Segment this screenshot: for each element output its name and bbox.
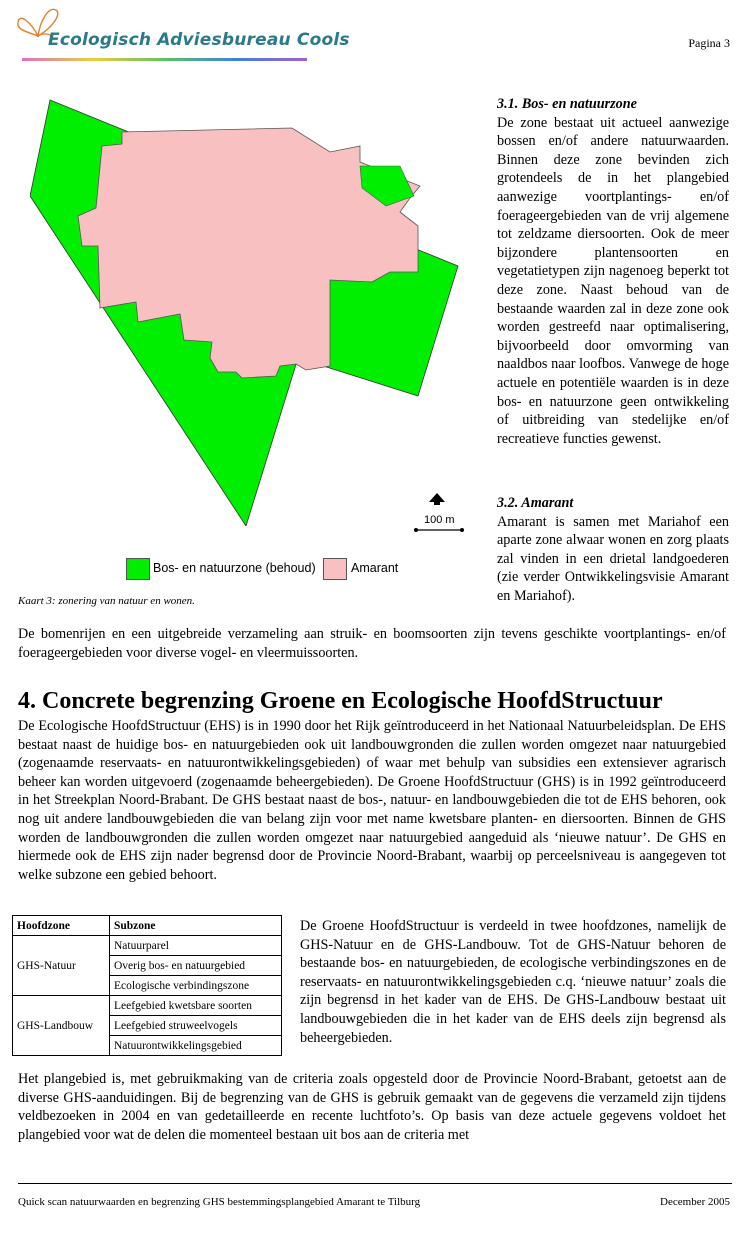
footer-title: Quick scan natuurwaarden en begrenzing GHS bestemmingsplangebied Amarant te Tilburg xyxy=(18,1196,421,1208)
section-3-2-text: Amarant is samen met Mariahof een aparte zone alwaar wonen en zorg plaats zal vinden in een drietal landgoederen (zie verder Ontwikkelingsvisie Amarant en Mariahof). xyxy=(497,513,729,604)
zoning-map xyxy=(30,96,470,526)
table-header-row xyxy=(13,916,282,936)
section-3-1 xyxy=(497,95,729,448)
table-cell-sub: Ecologische verbindingszone xyxy=(110,976,282,996)
table-header-cell: Hoofdzone xyxy=(13,916,110,936)
table-cell-sub: Overig bos- en natuurgebied xyxy=(110,956,282,976)
logo-rainbow-line xyxy=(22,58,307,61)
legend-label-forest: Bos- en natuurzone (behoud) xyxy=(153,561,316,575)
paragraph-final: Het plangebied is, met gebruikmaking van de criteria zoals opgesteld door de Provincie Noord-Brabant, getoetst aan de diverse GHS-aanduidingen. Bij de begrenzing van de GHS is gebruik gemaakt van de gegevens die verzameld zijn tijdens veldbezoeken in 2004 en van gedetailleerde en recente luchtfoto’s. Op basis van deze actuele gegevens voldoet het plangebied voor wat de delen die momenteel bestaan uit bos aan de criteria met xyxy=(18,1071,726,1143)
table-cell-sub: Leefgebied struweelvogels xyxy=(110,1016,282,1036)
scale-bar xyxy=(414,526,464,534)
legend-label-amarant: Amarant xyxy=(351,561,399,575)
legend-swatch-forest xyxy=(126,558,150,580)
scale-label: 100 m xyxy=(424,514,455,526)
table-header-cell: Subzone xyxy=(110,916,282,936)
section-4-text: De Ecologische HoofdStructuur (EHS) is in 1990 door het Rijk geïntroduceerd in het Nationaal Natuurbeleidsplan. De EHS bestaat naast de huidige bos- en natuurgebieden ook uit landbouwgronden die zullen worden omgezet naar natuurgebied (zogenaamde reservaats- en natuurontwikkelingsgebieden) of waar met behulp van subsidies een extensiever agrarisch beheer kan worden uitgevoerd (zogenaamde beheergebieden). De Groene HoofdStructuur (GHS) is in 1992 geïntroduceerd in het Streekplan Noord-Brabant. De GHS bestaat naast de bos-, natuur- en landbouwgebieden die tot de EHS behoren, ook nog uit andere landbouwgebieden die van belang zijn voor met name kwetsbare planten- en diersoorten. Binnen de GHS worden de landbouwgronden die zullen worden omgezet naar natuurgebied aangeduid als ‘nieuwe natuur’. De GHS en hiermede ook de EHS zijn nader begrensd door de Provincie Noord-Brabant, waarbij op perceelsniveau is aangegeven tot welke subzone een gebied behoort. xyxy=(18,718,726,883)
table-cell-main: GHS-Natuur xyxy=(13,936,110,996)
table-row xyxy=(13,996,282,1016)
table-cell-main: GHS-Landbouw xyxy=(13,996,110,1056)
legend-swatch-amarant xyxy=(323,558,347,580)
section-4-heading: 4. Concrete begrenzing Groene en Ecologische HoofdStructuur xyxy=(18,688,663,714)
section-3-1-heading: 3.1. Bos- en natuurzone xyxy=(497,96,637,112)
north-arrow-icon xyxy=(428,492,446,506)
table-cell-sub: Natuurparel xyxy=(110,936,282,956)
section-3-2-heading: 3.2. Amarant xyxy=(497,495,574,511)
footer-date: December 2005 xyxy=(660,1196,730,1208)
paragraph-trees: De bomenrijen en een uitgebreide verzameling aan struik- en boomsoorten zijn tevens geschikte voortplantings- en/of foerageergebieden voor diverse vogel- en vleermuissoorten. xyxy=(18,626,726,661)
table-cell-sub: Leefgebied kwetsbare soorten xyxy=(110,996,282,1016)
section-3-2 xyxy=(497,494,729,606)
zone-table xyxy=(12,915,282,1056)
logo-text: Ecologisch Adviesbureau Cools xyxy=(48,30,350,50)
table-cell-sub: Natuurontwikkelingsgebied xyxy=(110,1036,282,1056)
table-side-text: De Groene HoofdStructuur is verdeeld in twee hoofdzones, namelijk de GHS-Natuur en de GHS-Landbouw. Tot de GHS-Natuur behoren de bestaande bos- en natuurgebieden, de ecologische verbindingszones en de reservaats- en natuurontwikkelingsgebieden c.q. ‘nieuwe natuur’ zoals die zijn begrensd in het kader van de EHS. De GHS-Landbouw bestaat uit landbouwgebieden die in het kader van de EHS deels zijn begrensd als beheergebieden. xyxy=(300,918,726,1046)
section-3-1-text: De zone bestaat uit actueel aanwezige bossen en/of andere natuurwaarden. Binnen deze zone bevinden zich grotendeels de in het plangebied aanwezige voortplantings- en/of foerageergebieden van de vrij algemene tot zeldzame diersoorten. Ook de meer bijzondere plantensoorten en vegetatietypen zijn nagenoeg beperkt tot deze zone. Naast behoud van de bestaande waarden zal in deze zone ook worden gestreefd naar optimalisering, bijvoorbeeld door omvorming van naaldbos naar loofbos. Vanwege de hoge actuele en potentiële waarden is in deze bos- en natuurzone geen ontwikkeling of uitbreiding van stedelijke en/of recreatieve functies gewenst. xyxy=(497,114,729,447)
map-caption: Kaart 3: zonering van natuur en wonen. xyxy=(18,595,195,607)
table-row xyxy=(13,936,282,956)
page-number: Pagina 3 xyxy=(688,36,730,50)
footer-divider xyxy=(18,1183,732,1184)
